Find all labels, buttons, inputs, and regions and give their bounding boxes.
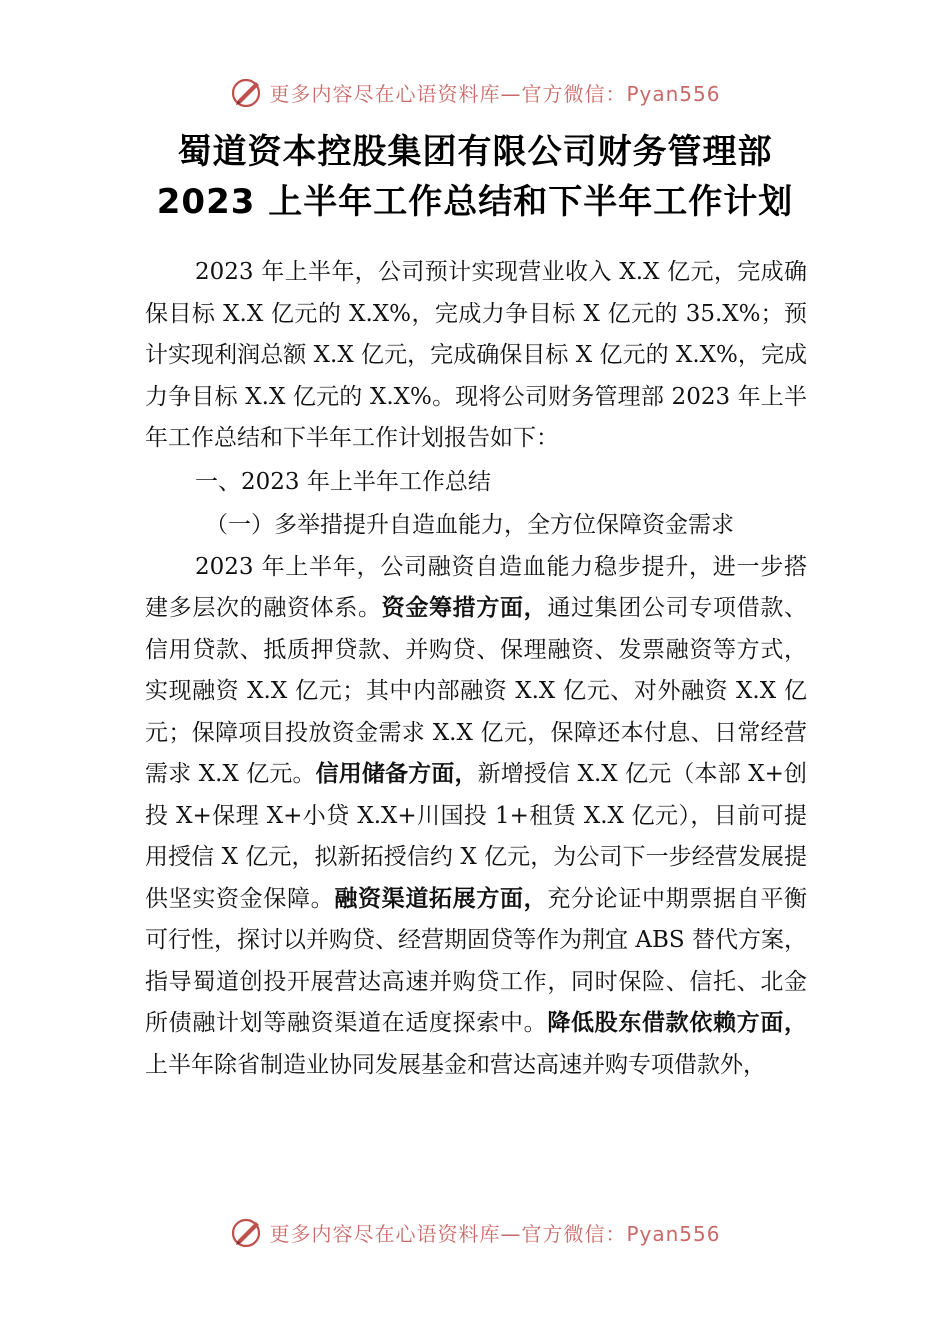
pen-logo-icon	[229, 1214, 265, 1250]
document-title-line1: 蜀道资本控股集团有限公司财务管理部	[177, 132, 773, 172]
document-title-line2: 2023 上半年工作总结和下半年工作计划	[156, 182, 794, 222]
bold-keyword: 融资渠道拓展方面，	[334, 885, 548, 912]
paragraph-text: 通过集团公司专项借款、信用贷款、抵质押贷款、并购贷、保理融资、发票融资等方式，实现融资 X.X 亿元；其中内部融资 X.X 亿元、对外融资 X.X 亿元；保障项目投放资金需求 X.X 亿元，保障还本付息、日常经营需求 X.X 亿元。	[145, 595, 808, 787]
section-heading: 一、2023 年上半年工作总结	[195, 468, 491, 495]
watermark-text: 更多内容尽在心语资料库—官方微信：Pyan556	[269, 81, 721, 106]
bold-keyword: 信用储备方面，	[315, 761, 478, 787]
watermark-text: 更多内容尽在心语资料库—官方微信：Pyan556	[269, 1221, 721, 1246]
bold-keyword: 降低股东借款依赖方面，	[547, 1010, 808, 1036]
pen-logo-icon	[229, 74, 265, 110]
bold-keyword: 资金筹措方面，	[381, 595, 548, 621]
subsection-heading: （一）多举措提升自造血能力，全方位保障资金需求	[205, 512, 734, 538]
paragraph-text: 2023 年上半年，公司融资自造血能力稳步提升，进一步搭建多层次的融资体系。	[145, 553, 807, 621]
paragraph-text: 上半年除省制造业协同发展基金和营达高速并购专项借款外，	[145, 1051, 766, 1078]
paragraph-text: 充分论证中期票据自平衡可行性，探讨以并购贷、经营期固贷等作为荆宜 ABS 替代方案，指导蜀道创投开展营达高速并购贷工作，同时保险、信托、北金所债融计划等融资渠道在适度探索中。	[145, 885, 808, 1036]
document-body	[145, 252, 807, 1086]
footer-watermark	[0, 1212, 950, 1252]
financing-paragraph	[145, 547, 807, 1087]
intro-paragraph: 2023 年上半年，公司预计实现营业收入 X.X 亿元，完成确保目标 X.X 亿元的 X.X%，完成力争目标 X 亿元的 35.X%；预计实现利润总额 X.X 亿元，完成确保目标 X 亿元的 X.X%，完成力争目标 X.X 亿元的 X.X%。现将公司财务管理部 2023 年上半年工作总结和下半年工作计划报告如下：	[145, 259, 807, 451]
paragraph-text: 新增授信 X.X 亿元（本部 X+创投 X+保理 X+小贷 X.X+川国投 1+租赁 X.X 亿元），目前可提用授信 X 亿元，拟新拓授信约 X 亿元，为公司下一步经营发展提供坚实资金保障。	[145, 761, 807, 912]
header-watermark	[0, 72, 950, 112]
